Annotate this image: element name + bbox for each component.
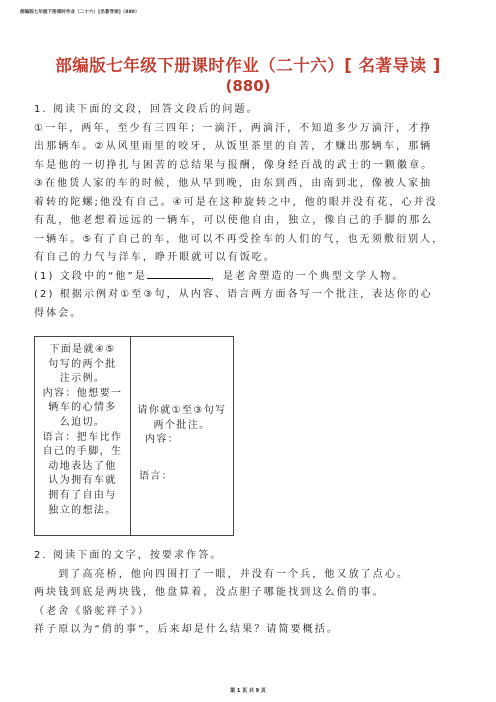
language-label: 语言： <box>139 470 174 482</box>
example-line: 下面是就④⑤ <box>49 344 116 355</box>
example-line: 动地表达了他 <box>48 460 117 472</box>
example-line: 语言：把车比作 <box>42 431 123 443</box>
content-answer-space[interactable] <box>131 448 233 470</box>
q1-line: 着转的陀螺;他没有自己。④可是在这种旋转之中，他的眼并没有花，心并没 <box>34 196 438 208</box>
example-line: 认为拥有车就 <box>48 475 117 487</box>
q1-line: ③在他赁人家的车的时候，他从早到晚，由东到西，由南到北，像被人家抽 <box>34 178 433 189</box>
example-annotations-cell <box>35 337 131 535</box>
page-footer: 第 1 页 共 9 页 <box>230 688 266 694</box>
q1-line: 有自己的力气与洋车，睁开眼就可以有饭吃。 <box>34 252 276 263</box>
student-annotation-cell[interactable] <box>131 337 233 535</box>
q1-line: ①一年，两年，至少有三四年；一滴汗，两滴汗，不知道多少万滴汗，才挣 <box>34 122 433 134</box>
q2-line: 2. 阅读下面的文字，按要求作答。 <box>34 550 223 561</box>
q1-line: 一辆车。⑤有了自己的车，他可以不再受拴车的人们的气，也无须敷衍别人， <box>34 233 445 245</box>
example-line: 拥有了自由与 <box>48 489 117 501</box>
answer-blank[interactable] <box>147 268 211 279</box>
q2-line: （老舍《骆驼祥子》） <box>34 605 150 617</box>
annotation-table <box>34 336 234 536</box>
example-line: 自己的手脚，生 <box>42 446 123 458</box>
example-line: 句写的两个批 <box>48 358 117 370</box>
sub-question-2-cont: 得体会。 <box>34 307 83 319</box>
q1-line: 车是他的一切挣扎与困苦的总结果与报酬，像身经百战的武士的一颗徽章。 <box>34 159 434 171</box>
example-line: 注示例。 <box>59 373 106 385</box>
example-line: 么迫切。 <box>59 416 106 428</box>
question-1-passage <box>34 101 466 323</box>
sub-question-2: (2) 根据示例对①至③句，从内容、语言两方面各写一个批注，表达你的心 <box>34 289 433 300</box>
q2-line: 两块钱到底是两块钱，他盘算着，没点胆子哪能找到这么俏的事。 <box>34 587 385 598</box>
sub1-prefix: (1) 文段中的“他”是 <box>34 270 147 282</box>
q2-line: 祥子原以为“俏的事”，后来却是什么结果？请简要概括。 <box>34 624 339 635</box>
q1-line: 1. 阅读下面的文段，回答文段后的问题。 <box>34 104 259 115</box>
document-title: 部编版七年级下册课时作业（二十六）[ 名著导读 ] <box>55 56 441 75</box>
sub-question-1 <box>34 268 466 287</box>
prompt-line: 请你就①至③句写 <box>137 405 227 416</box>
example-line: 独立的想法。 <box>48 504 117 516</box>
example-line: 辆车的心情多 <box>48 402 117 414</box>
question-2 <box>34 547 466 640</box>
q1-line: 有乱，他老想着远远的一辆车，可以使他自由，独立，像自己的手脚的那么 <box>34 215 434 226</box>
content-label: 内容： <box>145 434 180 446</box>
prompt-line: 两个批注。 <box>153 419 211 431</box>
example-line: 内容：他想要一 <box>42 387 123 399</box>
page-header: 部编版七年级下册课时作业（二十六）[名著导读]（880） <box>20 10 140 15</box>
sub1-suffix: ，是老舍塑造的一个典型文学人物。 <box>210 270 405 282</box>
q2-line: 到了高亮桥，他向四围打了一眼，并没有一个兵，他又放了点心。 <box>34 568 410 580</box>
q1-line: 出那辆车。②从风里雨里的咬牙，从饭里茶里的自苦，才赚出那辆车，那辆 <box>34 141 433 152</box>
document-number: (880) <box>225 77 271 95</box>
